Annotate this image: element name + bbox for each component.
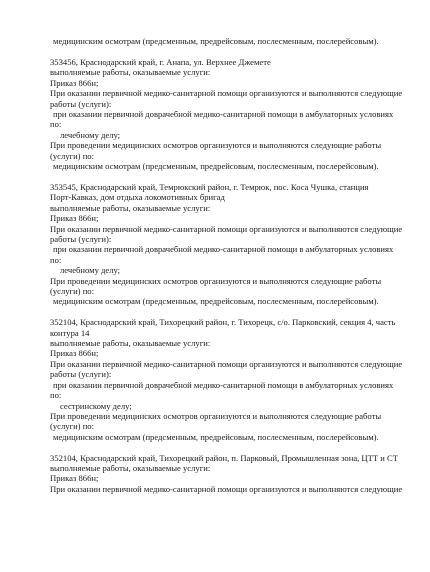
text-line: контура 14 bbox=[50, 327, 90, 338]
text-line: При проведении медицинских осмотров организуются и выполняются следующие работы bbox=[50, 140, 382, 151]
text-line: работы (услуги): bbox=[50, 369, 112, 380]
text-line: выполняемые работы, оказываемые услуги: bbox=[50, 67, 211, 78]
text-line: лечебному делу; bbox=[60, 265, 121, 276]
text-line: Приказ 866н; bbox=[50, 473, 99, 484]
text-line: выполняемые работы, оказываемые услуги: bbox=[50, 463, 211, 474]
text-line: выполняемые работы, оказываемые услуги: bbox=[50, 338, 211, 349]
paragraph-gap bbox=[50, 307, 405, 318]
text-line: 352104, Краснодарский край, Тихорецкий район, г. Тихорецк, с/о. Парковский, секция 4, часть bbox=[50, 317, 396, 328]
address-section bbox=[50, 317, 405, 442]
text-line: При оказании первичной медико-санитарной помощи организуются и выполняются следующие bbox=[50, 358, 403, 369]
paragraph-gap bbox=[50, 46, 405, 57]
text-line: по: bbox=[50, 390, 62, 401]
text-line: при оказании первичной доврачебной медико-санитарной помощи в амбулаторных условиях bbox=[53, 379, 394, 390]
text-line: (услуги) по: bbox=[50, 421, 94, 432]
document-page bbox=[50, 36, 405, 494]
text-line: сестринскому делу; bbox=[60, 400, 132, 411]
paragraph-gap bbox=[50, 442, 405, 453]
text-line: Приказ 866н; bbox=[50, 213, 99, 224]
text-line: по: bbox=[50, 254, 62, 265]
text-line: При проведении медицинских осмотров организуются и выполняются следующие работы bbox=[50, 275, 382, 286]
text-line: При оказании первичной медико-санитарной помощи организуются и выполняются следующие bbox=[50, 223, 403, 234]
text-line: медицинским осмотрам (предсменным, предрейсовым, послесменным, послерейсовым). bbox=[53, 431, 379, 442]
text-line: при оказании первичной доврачебной медико-санитарной помощи в амбулаторных условиях bbox=[53, 244, 394, 255]
text-line: медицинским осмотрам (предсменным, предрейсовым, послесменным, послерейсовым). bbox=[53, 296, 379, 307]
text-line: Порт-Кавказ, дом отдыха локомотивных бригад bbox=[50, 192, 225, 203]
text-line: (услуги) по: bbox=[50, 150, 94, 161]
text-line: (услуги) по: bbox=[50, 285, 94, 296]
text-line: медицинским осмотрам (предсменным, предрейсовым, послесменным, послерейсовым). bbox=[53, 160, 379, 171]
text-line: выполняемые работы, оказываемые услуги: bbox=[50, 202, 211, 213]
text-line: медицинским осмотрам (предсменным, предрейсовым, послесменным, послерейсовым). bbox=[53, 36, 379, 46]
text-line: при оказании первичной доврачебной медико-санитарной помощи в амбулаторных условиях bbox=[53, 108, 394, 119]
address-section bbox=[50, 453, 405, 495]
text-line: 353456, Краснодарский край, г. Анапа, ул. Верхнее Джемете bbox=[50, 56, 271, 67]
text-line: Приказ 866н; bbox=[50, 348, 99, 359]
address-section bbox=[50, 182, 405, 307]
text-line: лечебному делу; bbox=[60, 129, 121, 140]
address-section bbox=[50, 57, 405, 171]
text-line: При оказании первичной медико-санитарной помощи организуются и выполняются следующие bbox=[50, 483, 403, 494]
paragraph-gap bbox=[50, 171, 405, 182]
text-line: При оказании первичной медико-санитарной помощи организуются и выполняются следующие bbox=[50, 88, 403, 99]
text-line: 352104, Краснодарский край, Тихорецкий район, п. Парковый, Промышленная зона, ЦТТ и СТ bbox=[50, 452, 399, 463]
text-line: При проведении медицинских осмотров организуются и выполняются следующие работы bbox=[50, 410, 382, 421]
text-line: по: bbox=[50, 119, 62, 130]
address-section bbox=[50, 36, 405, 46]
text-line: Приказ 866н; bbox=[50, 77, 99, 88]
text-line: работы (услуги): bbox=[50, 233, 112, 244]
text-line: 353545, Краснодарский край, Темрюкский район, г. Темрюк, пос. Коса Чушка, станция bbox=[50, 181, 369, 192]
text-line: работы (услуги): bbox=[50, 98, 112, 109]
